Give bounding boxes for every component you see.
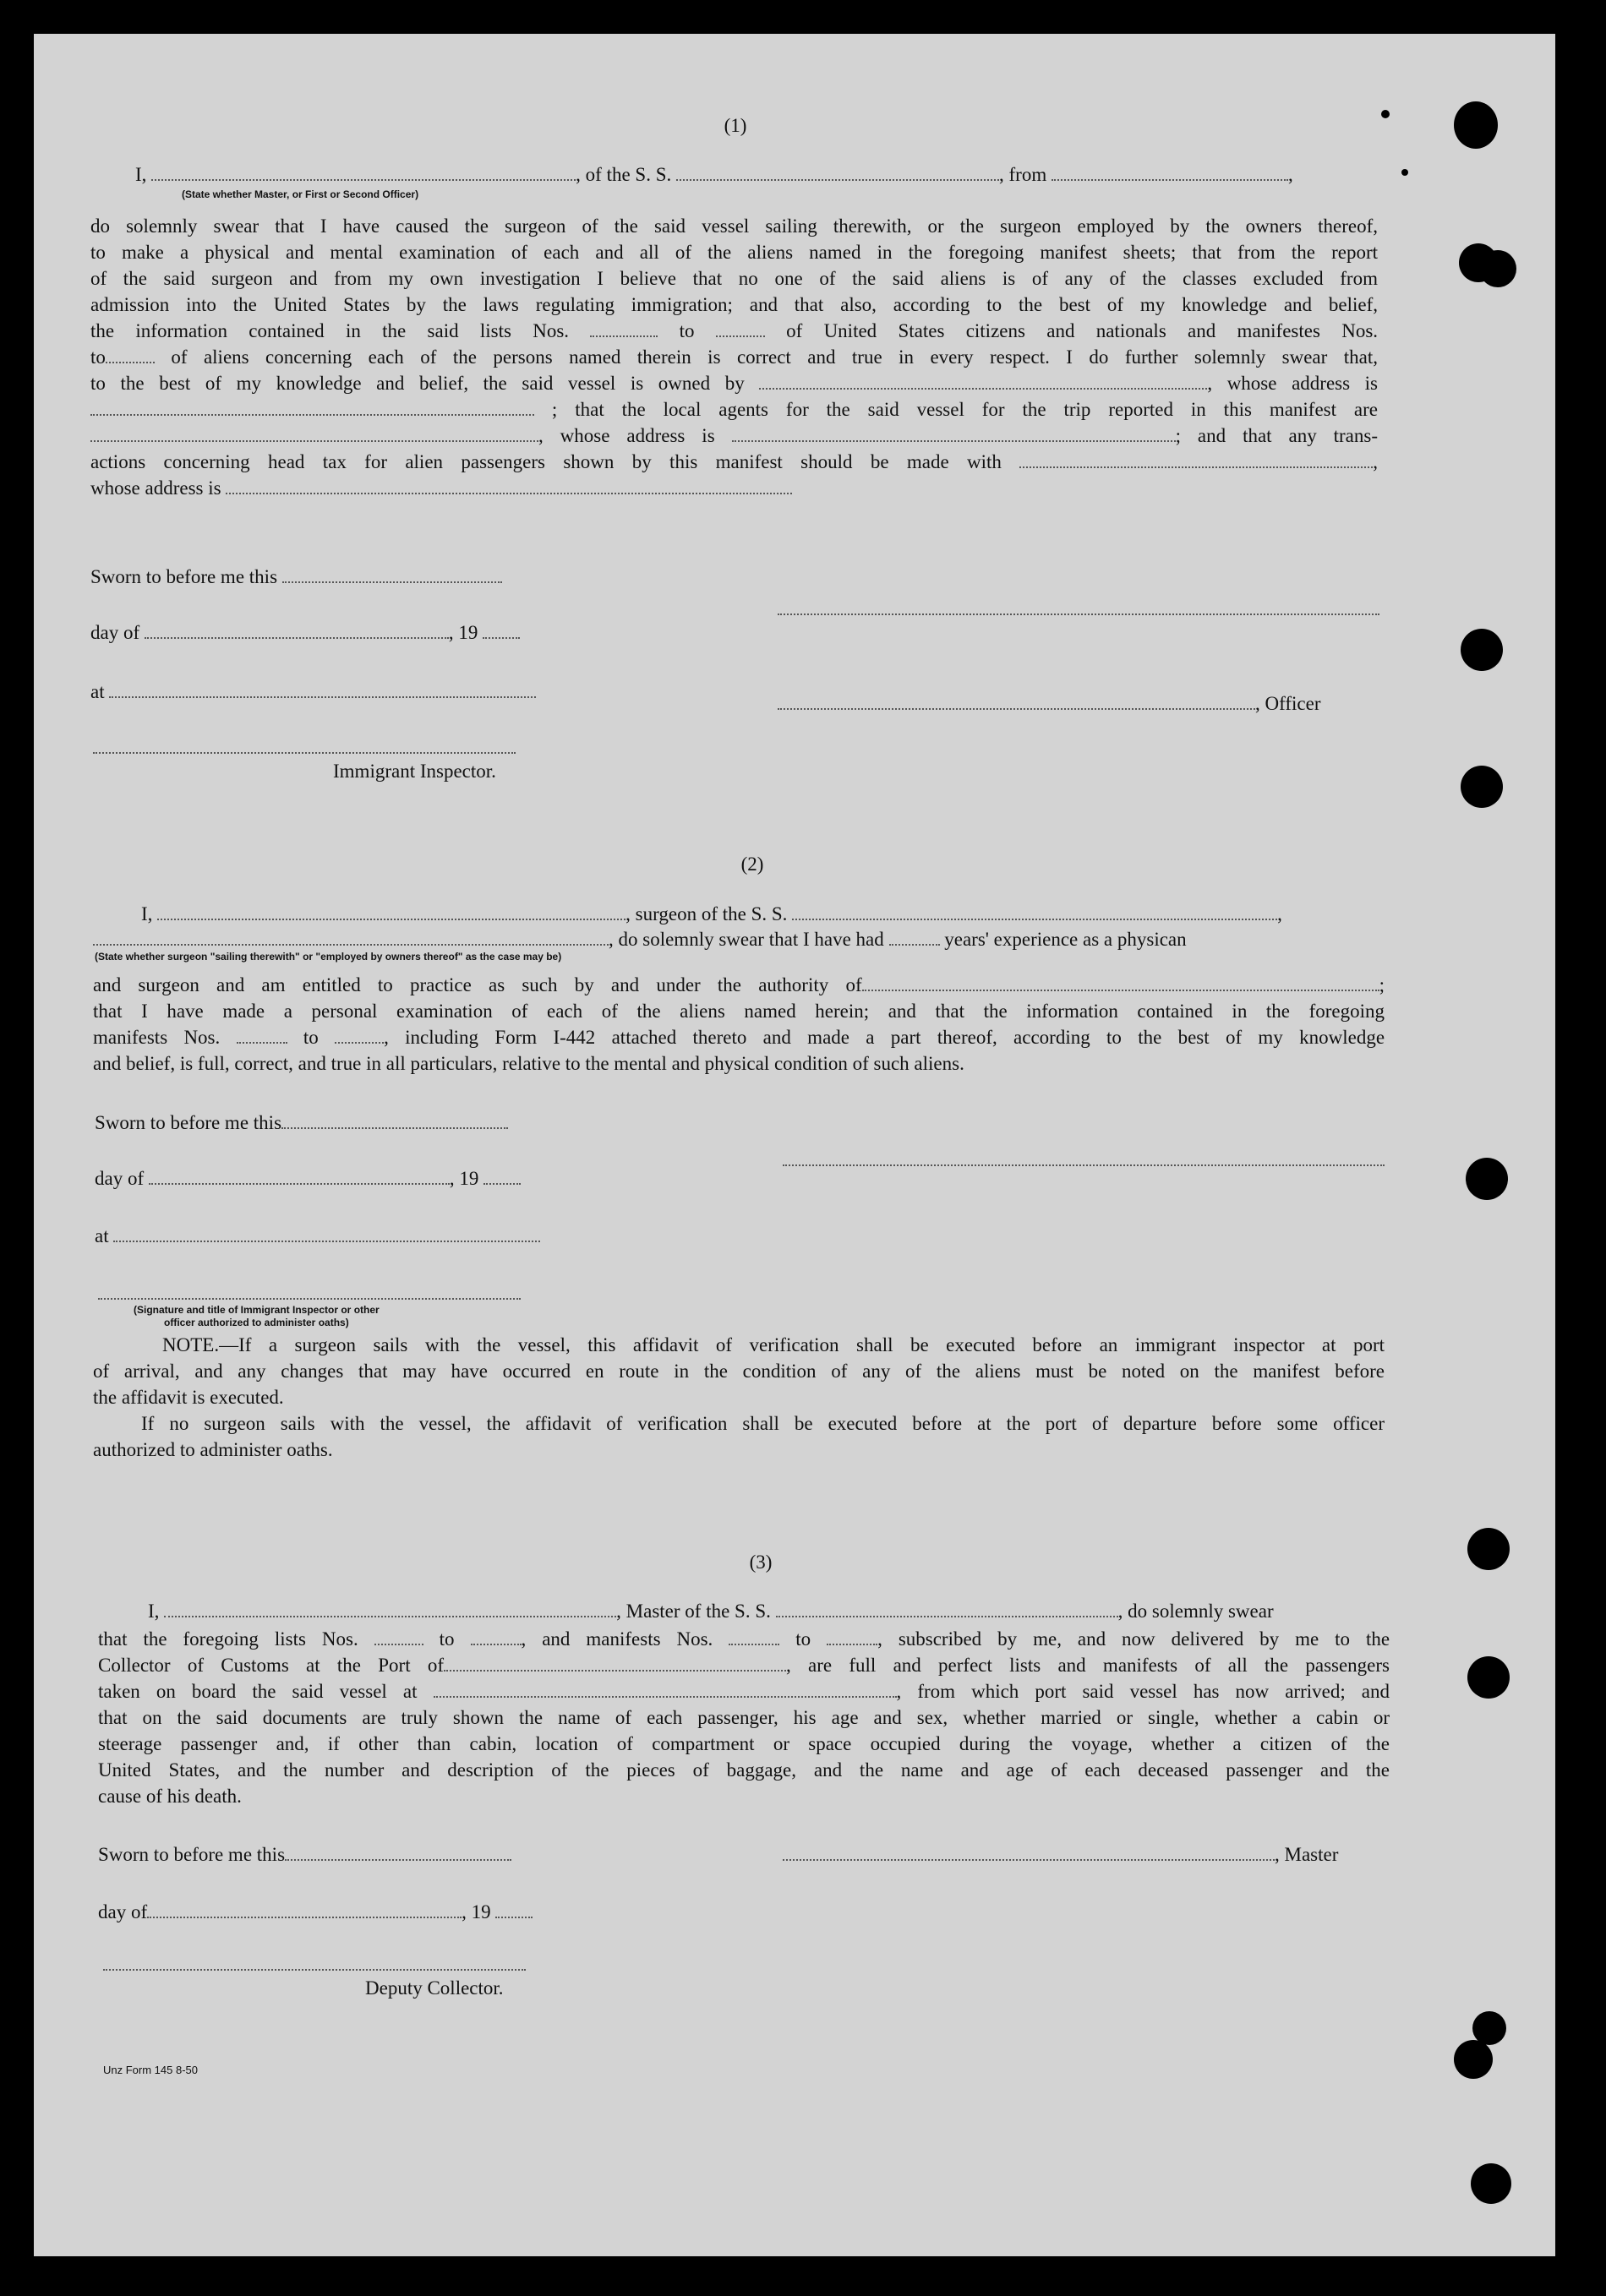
inspector-signature-line[interactable] (93, 752, 516, 754)
official-signature-line[interactable] (98, 1298, 521, 1300)
surgeon-oath-first-line: I, , surgeon of the S. S. , (141, 903, 1282, 924)
surgeon-name-field[interactable] (157, 903, 625, 920)
sworn-month-field[interactable] (149, 1168, 450, 1185)
owner-address-field[interactable] (90, 399, 534, 416)
collector-signature-line[interactable] (103, 1969, 526, 1971)
paragraph-line: of the said surgeon and from my own investigation I believe that no one of the said aliens is of any of the classes excluded from (90, 268, 1378, 289)
sworn-month-field[interactable] (147, 1901, 462, 1918)
paragraph-line: and belief, is full, correct, and true in all particulars, relative to the mental and physical condition of such aliens. (93, 1053, 964, 1074)
manifests-to-field-2[interactable] (335, 1027, 384, 1044)
paragraph-line: Collector of Customs at the Port of , are full and perfect lists and manifests of all the passengers (98, 1655, 1390, 1676)
master-vessel-field[interactable] (776, 1601, 1118, 1617)
section-number: (2) (740, 854, 764, 875)
lists-to-field[interactable] (716, 320, 765, 337)
licensing-authority-field[interactable] (862, 974, 1379, 991)
sworn-line: Sworn to before me this (98, 1842, 511, 1868)
sworn-month-field[interactable] (145, 622, 449, 639)
master-signature-block: , Master (783, 1842, 1338, 1868)
paragraph-line: the information contained in the said lists Nos. to of United States citizens and nationals and manifestes Nos. (90, 320, 1379, 341)
at-line: at (90, 679, 536, 705)
master-name-field[interactable] (164, 1601, 616, 1617)
paragraph-line: authorized to administer oaths. (93, 1439, 333, 1460)
sworn-year-field[interactable] (495, 1901, 533, 1918)
vessel-name-field[interactable] (676, 164, 999, 181)
punch-hole (1454, 101, 1498, 149)
manifests-to-field[interactable] (106, 346, 155, 363)
sworn-year-field[interactable] (483, 622, 520, 639)
departure-port-field[interactable] (1052, 164, 1288, 181)
paragraph-line: to make a physical and mental examination of each and all of the aliens named in the foregoing manifest sheets; that from the report (90, 242, 1378, 263)
punch-hole (1461, 766, 1503, 808)
officer-oath-paragraph (90, 213, 1378, 501)
officer-signature-line[interactable] (778, 614, 1379, 615)
sworn-day-field[interactable] (281, 1112, 508, 1129)
local-agents-field[interactable] (90, 425, 538, 442)
note-paragraph (93, 1332, 1385, 1463)
paragraph-line: and surgeon and am entitled to practice as such by and under the authority of ; (93, 974, 1385, 995)
day-of-line: day of , 19 (90, 620, 520, 646)
head-tax-address-field[interactable] (226, 477, 792, 494)
manifests-from-field[interactable] (729, 1628, 779, 1645)
punch-hole (1467, 1656, 1510, 1699)
paragraph-line: NOTE.—If a surgeon sails with the vessel, this affidavit of verification shall be executed before an immigrant inspector at port (162, 1334, 1385, 1355)
paragraph-line: ; that the local agents for the said vessel for the trip reported in this manifest are (90, 396, 1378, 423)
master-oath-paragraph (98, 1626, 1390, 1809)
section-number: (3) (749, 1552, 773, 1573)
collector-caption: Deputy Collector. (365, 1977, 504, 1999)
sworn-line: Sworn to before me this (90, 564, 502, 590)
ink-speck (1401, 169, 1408, 176)
officer-title-field[interactable] (778, 693, 1255, 710)
officer-rank-hint: (State whether Master, or First or Second Officer) (182, 188, 419, 200)
surgeon-signature-line[interactable] (783, 1164, 1385, 1166)
punch-hole (1471, 2163, 1511, 2204)
agents-address-field[interactable] (732, 425, 1176, 442)
paragraph-line: If no surgeon sails with the vessel, the affidavit of verification shall be executed before at the port of departure before some officer (141, 1413, 1385, 1434)
surgeon-oath-second-line: , do solemnly swear that I have had years' experience as a physican (93, 927, 1187, 952)
punch-hole (1467, 1528, 1510, 1570)
manifest-affidavit-page (34, 34, 1555, 2256)
paragraph-line: that the foregoing lists Nos. to , and manifests Nos. to , subscribed by me, and now delivered by me to the (98, 1628, 1390, 1650)
paragraph-line: that on the said documents are truly shown the name of each passenger, his age and sex, whether married or single, whether a cabin or (98, 1707, 1390, 1728)
punch-hole (1479, 250, 1516, 287)
sworn-year-field[interactable] (483, 1168, 521, 1185)
customs-port-field[interactable] (444, 1655, 786, 1672)
paragraph-line: whose address is (90, 475, 1378, 501)
paragraph-line: , whose address is ; and that any trans- (90, 423, 1378, 449)
lists-from-field[interactable] (374, 1628, 423, 1645)
vessel-owner-field[interactable] (759, 373, 1207, 390)
signature-hint: (Signature and title of Immigrant Inspector or other officer authorized to administer oaths) (134, 1304, 380, 1328)
paragraph-line: the affidavit is executed. (93, 1387, 284, 1408)
day-of-line: day of , 19 (95, 1166, 521, 1192)
paragraph-line: admission into the United States by the laws regulating immigration; and that also, according to the best of my knowledge and belief, (90, 294, 1378, 315)
sworn-place-field[interactable] (109, 681, 536, 698)
embarkation-port-field[interactable] (434, 1681, 897, 1698)
section-number: (1) (724, 115, 747, 136)
paragraph-line: United States, and the number and description of the pieces of baggage, and the name and age of each deceased passenger and the (98, 1759, 1390, 1781)
master-signature-field[interactable] (783, 1844, 1275, 1861)
paragraph-line: cause of his death. (98, 1786, 242, 1807)
day-of-line: day of , 19 (98, 1900, 533, 1925)
paragraph-line: manifests Nos. to , including Form I-442 attached thereto and made a part thereof, according to the best of my knowledge (93, 1027, 1385, 1048)
punch-hole (1461, 629, 1503, 671)
master-oath-first-line: I, , Master of the S. S. , do solemnly swear (148, 1601, 1274, 1622)
paragraph-line: to of aliens concerning each of the persons named therein is correct and true in every respect. I do further solemnly swear that, (90, 346, 1378, 368)
lists-from-field[interactable] (590, 320, 658, 337)
inspector-caption: Immigrant Inspector. (333, 761, 496, 782)
surgeon-oath-paragraph (93, 972, 1385, 1077)
head-tax-contact-field[interactable] (1019, 451, 1373, 468)
at-line: at (95, 1224, 540, 1249)
sworn-place-field[interactable] (113, 1225, 540, 1242)
manifests-from-field[interactable] (237, 1027, 287, 1044)
paragraph-line: that I have made a personal examination of each of the aliens named herein; and that the information contained in the foregoing (93, 1001, 1385, 1022)
surgeon-vessel-field[interactable] (792, 903, 1277, 920)
punch-hole (1466, 1158, 1508, 1200)
years-experience-field[interactable] (889, 929, 940, 946)
paragraph-line: of arrival, and any changes that may have occurred en route in the condition of any of the aliens must be noted on the manifest before (93, 1361, 1385, 1382)
surgeon-status-field[interactable] (93, 929, 609, 946)
sworn-day-field[interactable] (282, 566, 502, 583)
officer-oath-first-line: I, , of the S. S. , from , (135, 164, 1293, 185)
paragraph-line: actions concerning head tax for alien passengers shown by this manifest should be made with , (90, 451, 1379, 472)
officer-signature-block: , Officer (778, 691, 1320, 717)
sworn-day-field[interactable] (285, 1844, 511, 1861)
paragraph-line: do solemnly swear that I have caused the surgeon of the said vessel sailing therewith, or the surgeon employed by the owners thereof, (90, 215, 1378, 237)
paragraph-line: taken on board the said vessel at , from which port said vessel has now arrived; and (98, 1681, 1390, 1702)
officer-name-field[interactable] (151, 164, 576, 181)
sworn-line: Sworn to before me this (95, 1110, 508, 1136)
lists-to-field[interactable] (471, 1628, 522, 1645)
paragraph-line: steerage passenger and, if other than cabin, location of compartment or space occupied during the voyage, whether a citizen of the (98, 1733, 1390, 1754)
ink-speck (1381, 110, 1390, 118)
form-number: Unz Form 145 8-50 (103, 2064, 198, 2076)
surgeon-status-hint: (State whether surgeon "sailing therewith" or "employed by owners thereof" as the case may be) (95, 951, 562, 963)
paragraph-line: to the best of my knowledge and belief, the said vessel is owned by , whose address is (90, 373, 1379, 394)
manifests-to-field[interactable] (827, 1628, 877, 1645)
punch-hole (1454, 2040, 1493, 2079)
